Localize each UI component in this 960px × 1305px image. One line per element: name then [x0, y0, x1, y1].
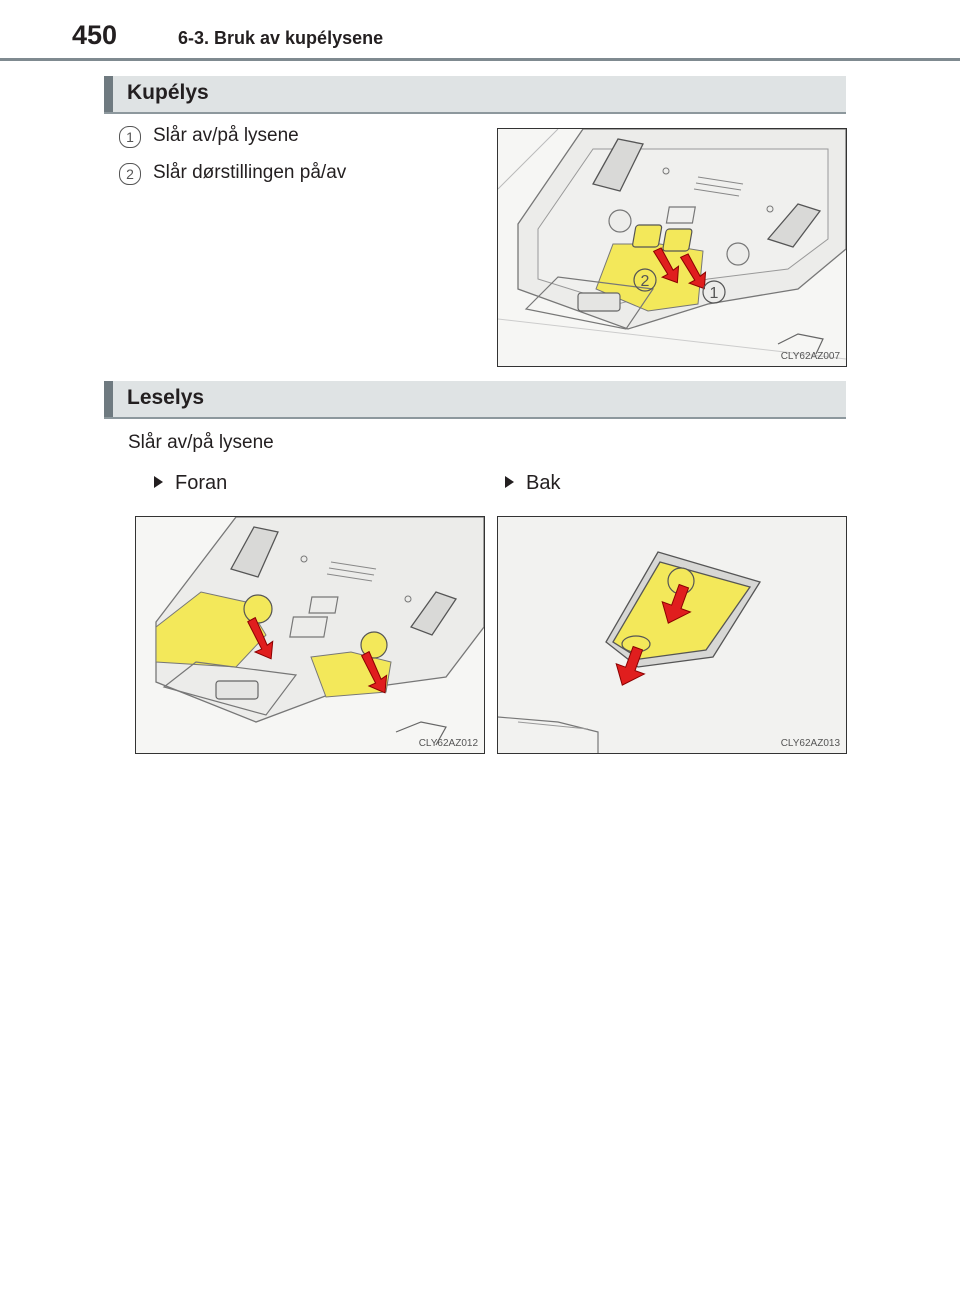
item-text: Slår av/på lysene [153, 125, 299, 146]
overhead-console-illustration [498, 129, 846, 366]
header-rule [0, 58, 960, 61]
figure-callout: 1 [709, 285, 719, 302]
item-text: Slår dørstillingen på/av [153, 162, 347, 183]
figure-front-reading-light [135, 516, 485, 754]
figure-code: CLY62AZ012 [418, 738, 478, 749]
body-text: Slår av/på lysene [128, 432, 274, 453]
figure-callout: 2 [640, 273, 650, 290]
front-reading-light-illustration [136, 517, 484, 753]
item-number-badge: 1 [119, 126, 141, 148]
rear-reading-light-illustration [498, 517, 846, 753]
page-number: 450 [72, 20, 118, 50]
sub-label-text: Foran [175, 472, 228, 494]
sub-label-rear [505, 472, 560, 495]
item-number-badge: 2 [119, 163, 141, 185]
sub-label-text: Bak [526, 472, 561, 494]
sub-label-front [154, 472, 227, 495]
section-accent [104, 381, 113, 417]
triangle-bullet-icon [154, 476, 163, 488]
section-title: Leselys [127, 386, 205, 409]
section-heading-kupelys [104, 76, 846, 114]
figure-overhead-console [497, 128, 847, 367]
chapter-title: 6-3. Bruk av kupélysene [178, 28, 384, 48]
figure-code: CLY62AZ007 [780, 351, 840, 362]
section-title: Kupélys [127, 81, 209, 104]
section-heading-leselys [104, 381, 846, 419]
figure-rear-reading-light [497, 516, 847, 754]
page-header [0, 0, 960, 64]
section-accent [104, 76, 113, 112]
triangle-bullet-icon [505, 476, 514, 488]
figure-code: CLY62AZ013 [780, 738, 840, 749]
